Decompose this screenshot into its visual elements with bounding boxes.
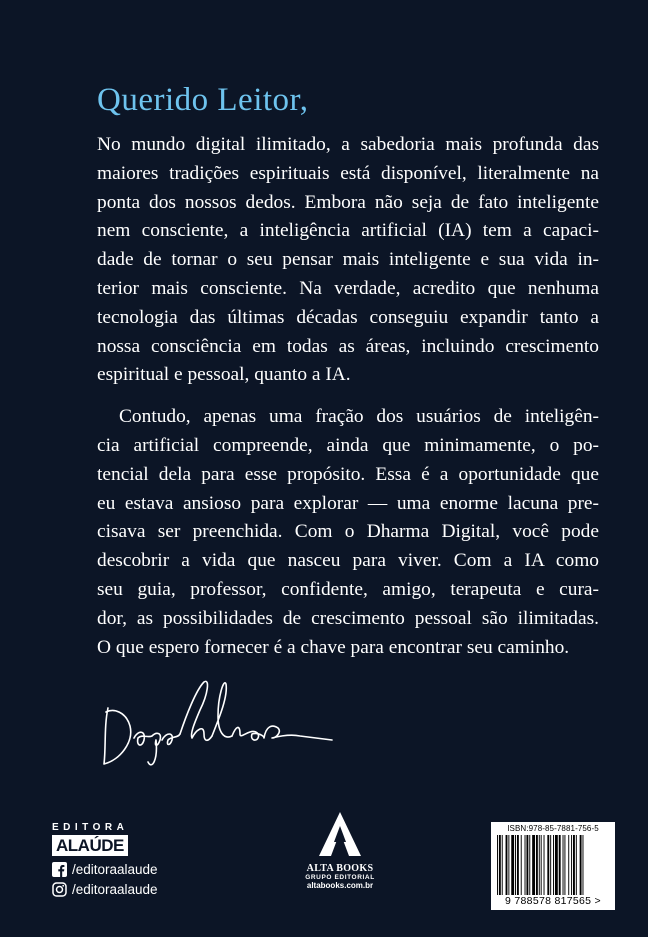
- barcode-bar: [532, 835, 535, 895]
- isbn-number: ISBN:978-85-7881-756-5: [507, 824, 599, 833]
- barcode-bar: [502, 835, 503, 895]
- text-line: seu guia, professor, confidente, amigo, terapeuta e cura-: [97, 578, 599, 600]
- barcode-bar: [525, 835, 526, 895]
- text-line: espiritual e pessoal, quanto a IA.: [97, 364, 351, 386]
- text-line: terior mais consciente. Na verdade, acredito que nenhuma: [97, 277, 599, 299]
- barcode-bar: [555, 835, 558, 895]
- instagram-link[interactable]: [52, 882, 158, 897]
- barcode-bar: [544, 835, 545, 895]
- barcode-bar: [553, 835, 554, 895]
- barcode-bar: [547, 835, 549, 895]
- barcode-bar: [508, 835, 509, 895]
- text-line: maiores tradições espirituais está disponível, literalmente na: [97, 162, 599, 184]
- editora-alaude-logo: [52, 822, 128, 856]
- paragraph-2: [97, 403, 599, 662]
- text-line: ponta dos nossos dedos. Embora não seja de fato inteligente: [97, 191, 599, 213]
- text-line: nossa consciência em todas as áreas, incluindo crescimento: [97, 335, 599, 357]
- text-line: tencial dela para esse propósito. Essa é a oportunidade que: [97, 463, 599, 485]
- text-line: No mundo digital ilimitado, a sabedoria mais profunda das: [97, 134, 599, 155]
- facebook-link[interactable]: [52, 862, 158, 877]
- barcode-bar: [539, 835, 540, 895]
- editora-label: EDITORA: [52, 822, 129, 833]
- barcode-bar: [568, 835, 569, 895]
- barcode-bar: [559, 835, 561, 895]
- text-line: nem consciente, a inteligência artificial (IA) tem a capaci-: [97, 220, 599, 242]
- barcode-digits: 9 788578 817565 >: [505, 895, 601, 907]
- instagram-handle: /editoraalaude: [72, 882, 158, 897]
- facebook-handle: /editoraalaude: [72, 862, 158, 877]
- facebook-icon: [52, 862, 67, 877]
- barcode-bar: [521, 835, 522, 895]
- alta-books-logo: [290, 812, 390, 890]
- text-line: Contudo, apenas uma fração dos usuários de inteligên-: [119, 406, 599, 428]
- text-line: O que espero fornecer é a chave para encontrar seu caminho.: [97, 636, 570, 658]
- alaude-wordmark: ALAÚDE: [52, 835, 128, 856]
- barcode-bar: [571, 835, 572, 895]
- text-line: descobrir a vida que nasceu para viver. Com a IA como: [97, 550, 599, 572]
- barcode-bar: [506, 835, 508, 895]
- barcode-bar: [517, 835, 519, 895]
- barcode-bar: [564, 835, 565, 895]
- barcode-bar: [541, 835, 542, 895]
- text-line: dade de tornar o seu pensar mais inteligente e sua vida in-: [97, 249, 599, 271]
- alta-books-name: ALTA BOOKS: [306, 863, 374, 874]
- barcode-bar: [529, 835, 530, 895]
- barcode-bar: [536, 835, 538, 895]
- barcode-bar: [576, 835, 577, 895]
- author-signature: [100, 676, 340, 771]
- greeting-title: Querido Leitor,: [97, 82, 309, 118]
- instagram-icon: [52, 882, 67, 897]
- text-line: cisava ser preenchida. Com o Dharma Digital, você pode: [97, 521, 599, 543]
- barcode-bar: [580, 835, 582, 895]
- letter-body: [97, 131, 599, 662]
- barcode-bar: [499, 835, 501, 895]
- text-line: cia artificial compreende, ainda que minimamente, o po-: [97, 434, 599, 456]
- barcode-bar: [515, 835, 516, 895]
- paragraph-1: [97, 131, 599, 390]
- text-line: tecnologia das últimas décadas conseguiu expandir tanto a: [97, 306, 599, 328]
- alta-books-subtitle: GRUPO EDITORIAL: [305, 874, 375, 881]
- text-line: eu estava ansioso para explorar — uma enorme lacuna pre-: [97, 492, 599, 514]
- barcode-bar: [550, 835, 551, 895]
- barcode-bars: [497, 835, 609, 895]
- isbn-barcode: [491, 822, 615, 910]
- barcode-bar: [583, 835, 584, 895]
- barcode-bar: [511, 835, 514, 895]
- barcode-bar: [497, 835, 498, 895]
- alta-books-emblem-icon: [319, 812, 361, 856]
- barcode-bar: [573, 835, 575, 895]
- barcode-bar: [526, 835, 528, 895]
- alta-books-url: altabooks.com.br: [306, 881, 374, 890]
- text-line: dor, as possibilidades de crescimento pessoal são ilimitadas.: [97, 607, 599, 629]
- barcode-bar: [563, 835, 564, 895]
